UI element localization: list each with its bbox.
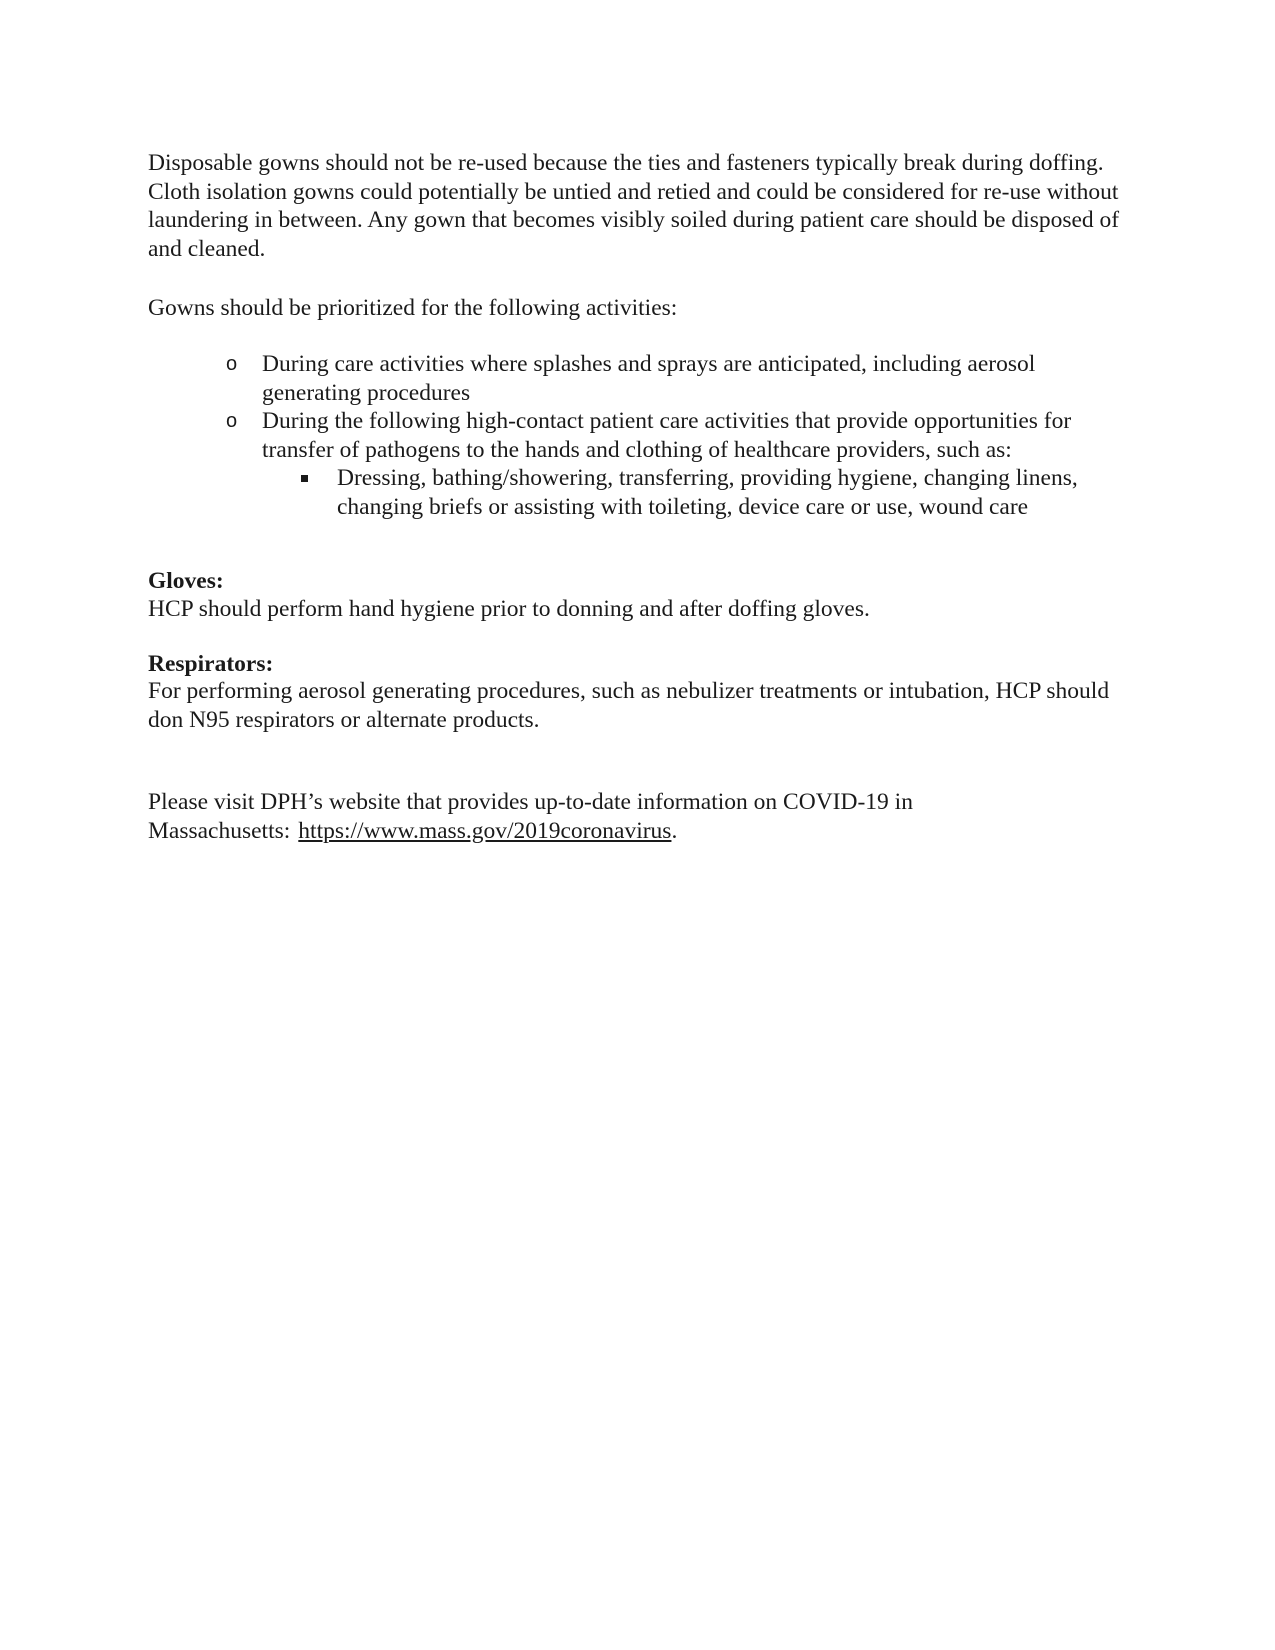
gown-activities-list xyxy=(148,350,1133,521)
gowns-priority-lead: Gowns should be prioritized for the following activities: xyxy=(148,295,678,321)
gloves-text: HCP should perform hand hygiene prior to donning and after doffing gloves. xyxy=(148,596,870,622)
sub-list-item xyxy=(262,464,1133,521)
dph-website-paragraph xyxy=(148,788,1133,845)
respirators-heading: Respirators: xyxy=(148,651,274,677)
dph-website-text: Please visit DPH’s website that provides up-to-date information on COVID-19 in Massachusetts: xyxy=(148,789,913,844)
list-item-text: During the following high-contact patient care activities that provide opportunities for transfer of pathogens to the hands and clothing of healthcare providers, such as: xyxy=(262,408,1072,463)
respirators-text: For performing aerosol generating procedures, such as nebulizer treatments or intubation, HCP should don N95 respirators or alternate products. xyxy=(148,678,1110,733)
gloves-heading: Gloves: xyxy=(148,568,224,594)
trailing-period: . xyxy=(671,817,678,844)
list-item xyxy=(148,350,1133,407)
list-item xyxy=(148,407,1133,521)
hollow-circle-bullet-icon: o xyxy=(226,353,238,375)
hollow-circle-bullet-icon: o xyxy=(226,410,238,432)
sub-list-item-text: Dressing, bathing/showering, transferring, providing hygiene, changing linens, changing briefs or assisting with toileting, device care or use, wound care xyxy=(337,465,1078,520)
gown-reuse-paragraph: Disposable gowns should not be re-used because the ties and fasteners typically break during doffing. Cloth isolation gowns could potentially be untied and retied and could be considered for re-use without laundering in between. Any gown that becomes visibly soiled during patient care should be disposed of and cleaned. xyxy=(148,150,1120,262)
list-item-text: During care activities where splashes and sprays are anticipated, including aerosol generating procedures xyxy=(262,351,1036,406)
square-bullet-icon xyxy=(301,475,308,482)
high-contact-activities-sublist xyxy=(262,464,1133,521)
mass-gov-coronavirus-link[interactable]: https://www.mass.gov/2019coronavirus xyxy=(298,817,672,844)
